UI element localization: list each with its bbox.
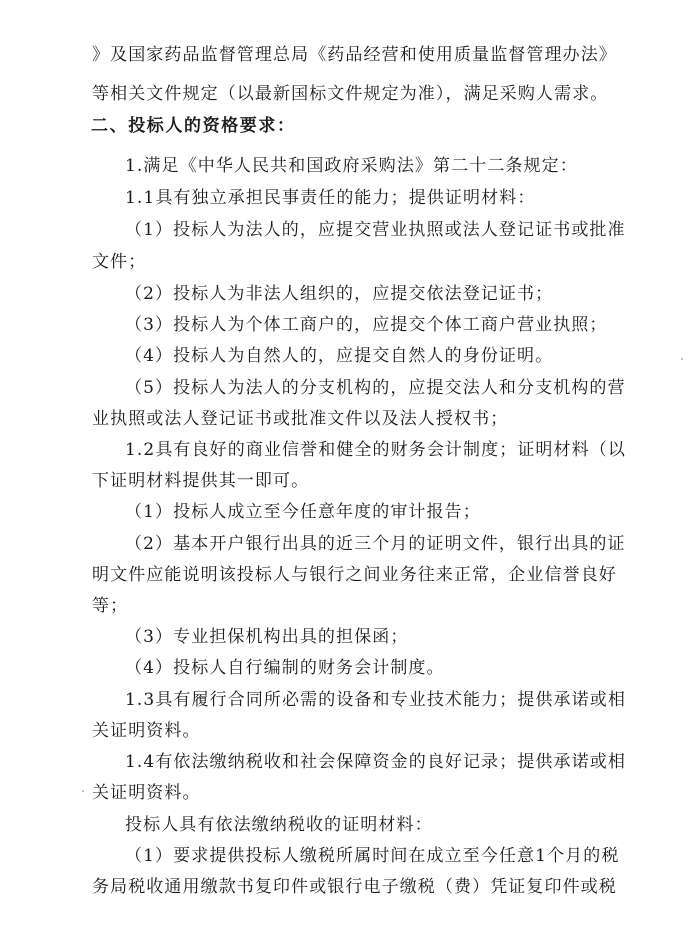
- text-line: （5）投标人为法人的分支机构的，应提交法人和分支机构的营: [125, 378, 626, 398]
- text-line: 》及国家药品监督管理总局《药品经营和使用质量监督管理办法》: [92, 45, 617, 65]
- text-line: 等相关文件规定（以最新国标文件规定为准），满足采购人需求。: [92, 84, 609, 104]
- scan-speck: [681, 358, 683, 360]
- text-line: 关证明资料。: [92, 721, 201, 741]
- text-line: 1.3具有履行合同所必需的设备和专业技术能力；提供承诺或相: [125, 690, 626, 710]
- text-line: 下证明材料提供其一即可。: [92, 471, 310, 491]
- text-line: （3）专业担保机构出具的担保函；: [125, 627, 409, 647]
- text-line: 文件；: [92, 252, 147, 272]
- text-line: 1.2具有良好的商业信誉和健全的财务会计制度；证明材料（以: [125, 440, 626, 460]
- text-line: 关证明资料。: [92, 783, 201, 803]
- text-line: （4）投标人自行编制的财务会计制度。: [125, 658, 445, 678]
- text-line: 1.1具有独立承担民事责任的能力；提供证明材料：: [125, 188, 536, 208]
- text-line: （2）投标人为非法人组织的，应提交依法登记证书；: [125, 284, 554, 304]
- text-line: （3）投标人为个体工商户的，应提交个体工商户营业执照；: [125, 315, 608, 335]
- text-line: 明文件应能说明该投标人与银行之间业务往来正常，企业信誉良好: [92, 565, 617, 585]
- scan-speck: [82, 790, 84, 792]
- text-line: （2）基本开户银行出具的近三个月的证明文件，银行出具的证: [125, 534, 626, 554]
- text-line: 等；: [92, 596, 129, 616]
- text-line: 投标人具有依法缴纳税收的证明材料：: [125, 815, 433, 835]
- text-line: （1）要求提供投标人缴税所属时间在成立至今任意1个月的税: [125, 846, 620, 866]
- section-heading: 二、投标人的资格要求：: [91, 116, 296, 136]
- text-line: 务局税收通用缴款书复印件或银行电子缴税（费）凭证复印件或税: [92, 877, 617, 897]
- text-line: （4）投标人为自然人的，应提交自然人的身份证明。: [125, 346, 554, 366]
- text-line: 业执照或法人登记证书或批准文件以及法人授权书；: [92, 409, 509, 429]
- text-line: （1）投标人成立至今任意年度的审计报告；: [125, 502, 481, 522]
- text-line: 1.4有依法缴纳税收和社会保障资金的良好记录；提供承诺或相: [125, 752, 626, 772]
- text-line: （1）投标人为法人的，应提交营业执照或法人登记证书或批准: [125, 220, 626, 240]
- text-line: 1.满足《中华人民共和国政府采购法》第二十二条规定：: [125, 156, 578, 176]
